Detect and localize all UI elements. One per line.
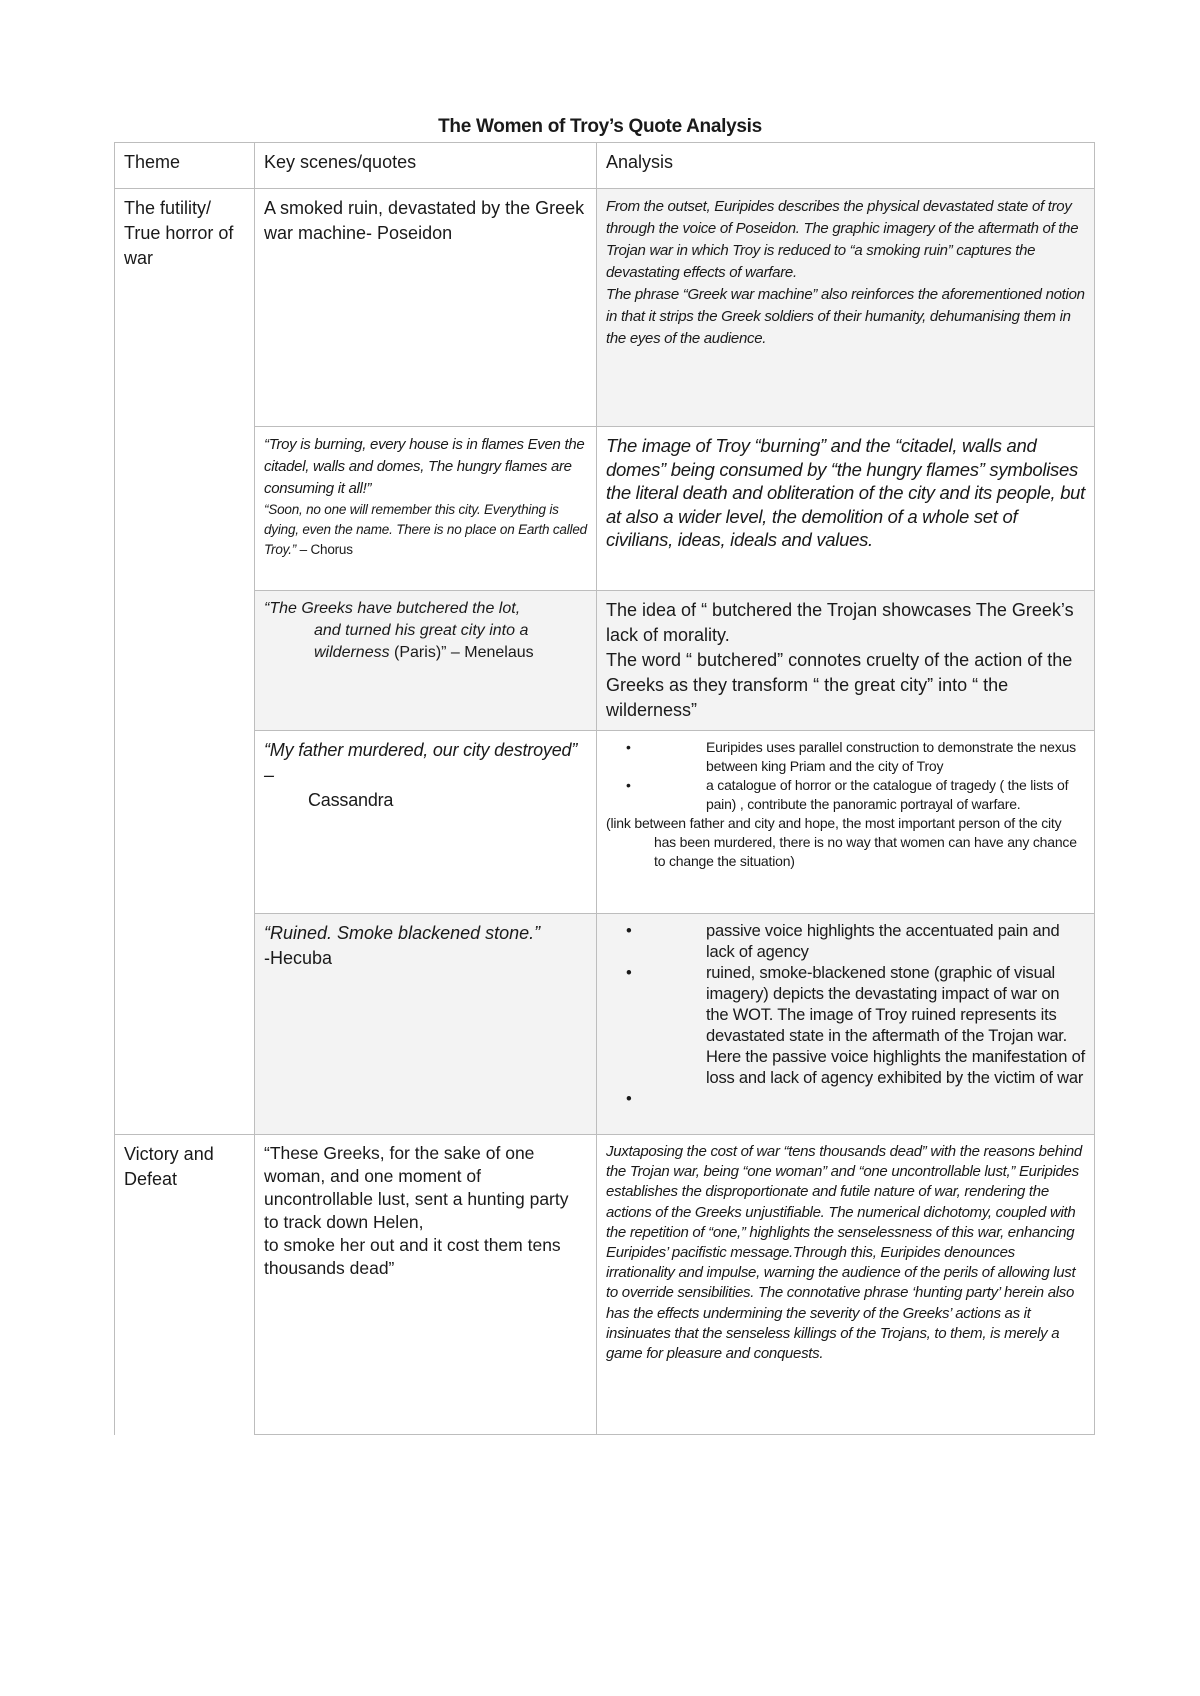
- quote-cell: [255, 914, 597, 1135]
- quote-text: A smoked ruin, devastated by the Greek war machine- Poseidon: [264, 198, 585, 243]
- table-row: [115, 591, 1095, 731]
- theme-label: Victory and Defeat: [124, 1144, 214, 1189]
- quote-text: “My father murdered, our city destroyed” –: [264, 740, 578, 785]
- quote-speaker: Cassandra: [308, 790, 394, 810]
- quote-text: “These Greeks, for the sake of one woman, and one moment of uncontrollable lust, sent a hunting party to track down Helen,: [264, 1143, 569, 1232]
- table-row: [115, 914, 1095, 1135]
- quote-cell: [255, 591, 597, 731]
- analysis-paragraph: The phrase “Greek war machine” also reinforces the aforementioned notion in that it strips the Greek soldiers of their humanity, dehumanising them in the eyes of the audience.: [606, 286, 1085, 347]
- quote-text: “Ruined. Smoke blackened stone.”: [264, 923, 541, 943]
- analysis-bullet-list: [606, 921, 1085, 1110]
- table-row: [115, 427, 1095, 591]
- list-item: • Euripides uses parallel construction to demonstrate the nexus between king Priam and the city of Troy: [606, 738, 1085, 776]
- quote-text-b: “Soon, no one will remember this city. Everything is dying, even the name. There is no place on Earth called Troy.”: [264, 502, 587, 557]
- theme-cell-victory: [115, 1135, 255, 1435]
- analysis-cell: [597, 189, 1095, 427]
- table-row: [115, 731, 1095, 914]
- analysis-bullet-list: [606, 738, 1085, 814]
- analysis-cell: [597, 914, 1095, 1135]
- list-item: • passive voice highlights the accentuated pain and lack of agency: [606, 921, 1085, 963]
- analysis-note: (link between father and city and hope, the most important person of the city has been murdered, there is no way that women can have any chance to change the situation): [606, 815, 1077, 869]
- quote-cell: [255, 189, 597, 427]
- analysis-paragraph: The image of Troy “burning” and the “citadel, walls and domes” being consumed by “the hungry flames” symbolises the literal death and obliteration of the city and its people, but at also a wider level, the demolition of a whole set of civilians, ideas, ideals and values.: [606, 435, 1086, 550]
- analysis-cell: [597, 1135, 1095, 1435]
- analysis-cell: [597, 591, 1095, 731]
- quote-text: “Troy is burning, every house is in flames Even the citadel, walls and domes, The hungry flames are consuming it all!”: [264, 436, 585, 497]
- quote-text: to smoke her out and it cost them tens thousands dead”: [264, 1235, 561, 1278]
- quote-cell: [255, 731, 597, 914]
- header-theme: Theme: [115, 143, 255, 189]
- table-row: [115, 1135, 1095, 1435]
- theme-label: The futility/ True horror of war: [124, 198, 234, 268]
- analysis-cell: [597, 427, 1095, 591]
- analysis-paragraph: Juxtaposing the cost of war “tens thousands dead” with the reasons behind the Trojan war, being “one woman” and “one uncontrollable lust,” Euripides establishes the disproportionate and futile nature of war, rendering the actions of the Greeks unjustifiable. The numerical dichotomy, coupled with the repetition of “one,” highlights the senselessness of this war, enhancing Euripides’ pacifistic message.Through this, Euripides denounces irrationality and impulse, warning the audience of the perils of allowing lust to override sensibilities. The connotative phrase ‘hunting party’ herein also has the effects undermining the severity of the Greeks’ actions as it insinuates that the senseless killings of the Trojans, to them, is merely a game for pleasure and conquests.: [606, 1143, 1082, 1363]
- quote-text: “The Greeks have butchered the lot,: [264, 600, 521, 617]
- quote-speaker: -Hecuba: [264, 948, 333, 968]
- analysis-cell: [597, 731, 1095, 914]
- list-item: • ruined, smoke-blackened stone (graphic of visual imagery) depicts the devastating impact of war on the WOT. The image of Troy ruined represents its devastated state in the aftermath of the Trojan war. Here the passive voice highlights the manifestation of loss and lack of agency exhibited by the victim of war: [606, 963, 1085, 1089]
- header-quotes: Key scenes/quotes: [255, 143, 597, 189]
- analysis-paragraph: From the outset, Euripides describes the physical devastated state of troy through the voice of Poseidon. The graphic imagery of the aftermath of the Trojan war in which Troy is reduced to “a smoking ruin” captures the devastating effects of warfare.: [606, 198, 1079, 281]
- quote-speaker: – Chorus: [296, 542, 353, 557]
- page-title: The Women of Troy’s Quote Analysis: [438, 116, 762, 137]
- analysis-paragraph: The idea of “ butchered the Trojan showcases The Greek’s lack of morality.: [606, 600, 1074, 645]
- quote-text: [264, 500, 587, 560]
- table-header-row: [115, 143, 1095, 189]
- quote-cell: [255, 1135, 597, 1435]
- quote-analysis-table: [114, 142, 1095, 1435]
- list-item-empty: [606, 1089, 1085, 1110]
- theme-cell-futility: [115, 189, 255, 1135]
- list-item: • a catalogue of horror or the catalogue of tragedy ( the lists of pain) , contribute the panoramic portrayal of warfare.: [606, 776, 1085, 814]
- quote-text-continued: and turned his great city into a wilderness (Paris)” – Menelaus: [314, 622, 534, 661]
- table-row: [115, 189, 1095, 427]
- analysis-paragraph: The word “ butchered” connotes cruelty of the action of the Greeks as they transform “ the great city” into “ the wilderness”: [606, 650, 1073, 720]
- quote-cell: [255, 427, 597, 591]
- header-analysis: Analysis: [597, 143, 1095, 189]
